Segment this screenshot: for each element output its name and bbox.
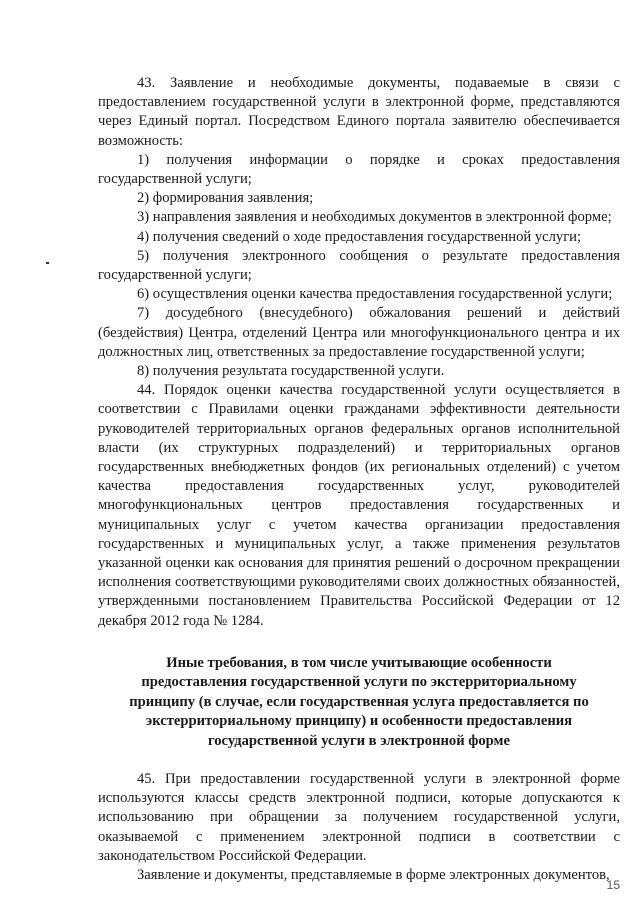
- list-item-3: 3) направления заявления и необходимых документов в электронной форме;: [137, 209, 612, 226]
- scan-artifact: [46, 262, 49, 264]
- list-item-5: 5) получения электронного сообщения о результате предоставления государственной услуги;: [98, 247, 620, 284]
- list-item-8: 8) получения результата государственной услуги.: [137, 363, 445, 380]
- document-body: [98, 74, 620, 885]
- page-number: 15: [606, 878, 620, 892]
- paragraph-44: 44. Порядок оценки качества государственной услуги осуществляется в соответствии с Правилами оценки гражданами эффективности деятельности руководителей территориальных органов федеральных органов исполнительной власти (их структурных подразделений) и территориальных органов государственных внебюджетных фондов (их региональных отделений) с учетом качества предоставления государственных услуг, руководителей многофункциональных центров предоставления государственных и муниципальных услуг с учетом качества организации предоставления государственных и муниципальных услуг, а также применения результатов указанной оценки как основания для принятия решений о досрочном прекращении исполнения соответствующими руководителями своих должностных обязанностей, утвержденными постановлением Правительства Российской Федерации от 12 декабря 2012 года № 1284.: [98, 382, 620, 629]
- list-item-6: 6) осуществления оценки качества предоставления государственной услуги;: [137, 286, 613, 303]
- paragraph-43: 43. Заявление и необходимые документы, подаваемые в связи с предоставлением государственной услуги в электронной форме, представляются через Единый портал. Посредством Единого портала заявителю обеспечивается возможность:: [98, 75, 620, 149]
- list-item-1: 1) получения информации о порядке и сроках предоставления государственной услуги;: [98, 151, 620, 188]
- paragraph-continuation: Заявление и документы, представляемые в форме электронных документов,: [137, 866, 610, 883]
- list-item-4: 4) получения сведений о ходе предоставления государственной услуги;: [137, 228, 582, 245]
- list-item-7: 7) досудебного (внесудебного) обжалования решений и действий (бездействия) Центра, отделений Центра или многофункционального центра и их должностных лиц, ответственных за предоставление государственной услуги;: [98, 305, 620, 360]
- list-item-2: 2) формирования заявления;: [137, 190, 314, 207]
- paragraph-45: 45. При предоставлении государственной услуги в электронной форме используются классы средств электронной подписи, которые допускаются к использованию при обращении за получением государственной услуги, оказываемой с применением электронной подписи в соответствии с законодательством Российской Федерации.: [98, 770, 620, 864]
- section-heading: Иные требования, в том числе учитывающие особенности предоставления государственной услуги по экстерриториальному принципу (в случае, если государственная услуга предоставляется по экстерриториальному принципу) и особенности предоставления государственной услуги в электронной форме: [129, 654, 589, 749]
